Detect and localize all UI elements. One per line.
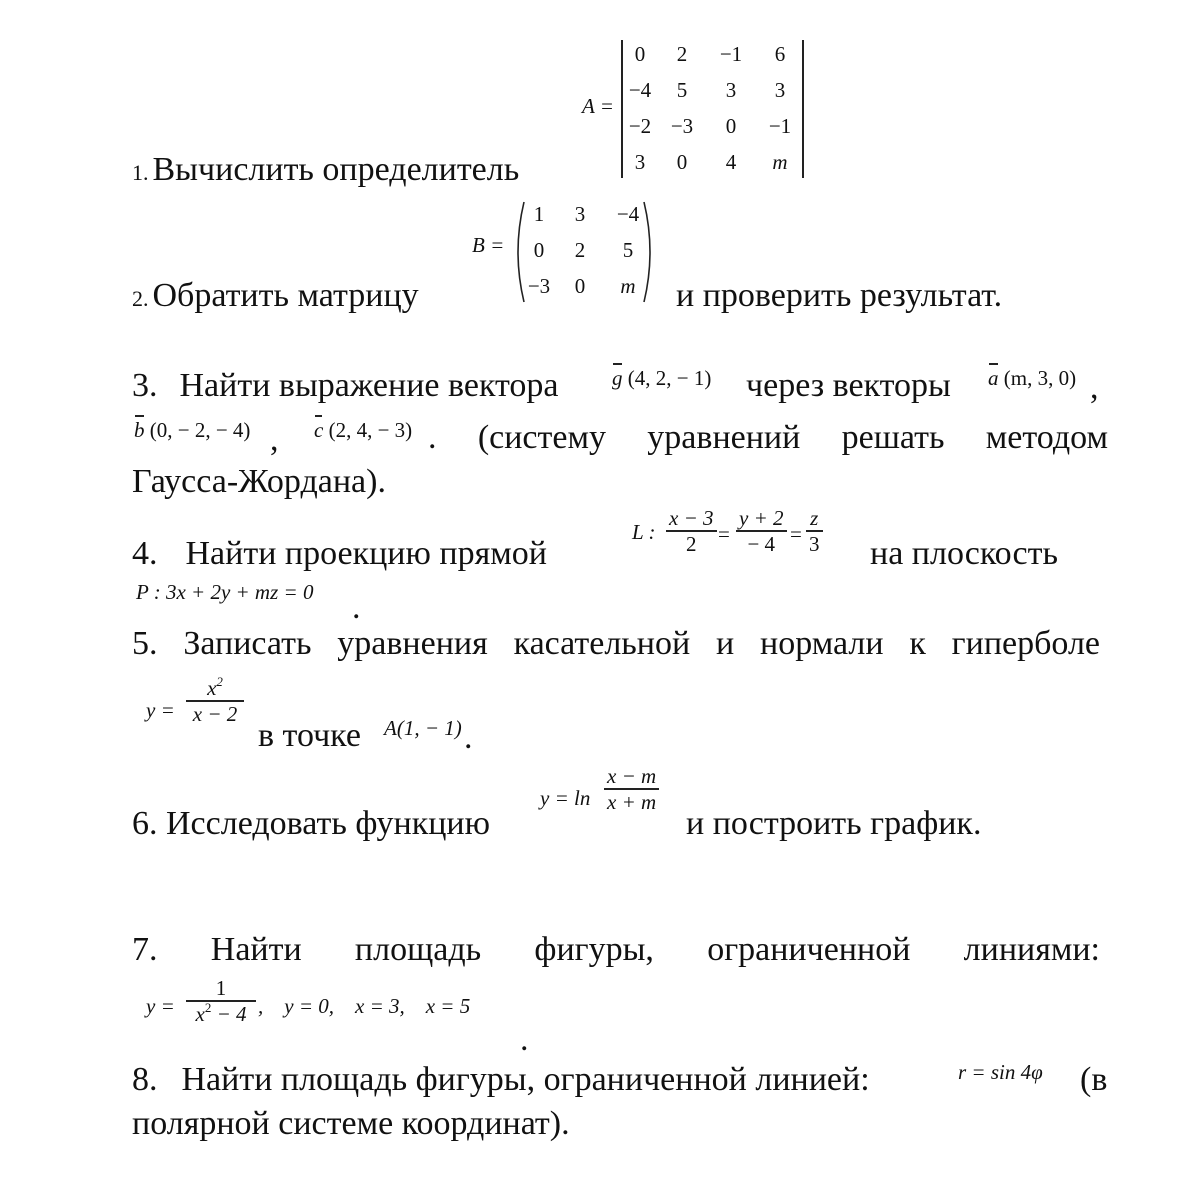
plane-p: P : 3x + 2y + mz = 0 — [136, 580, 314, 604]
matrix-cell: 3 — [725, 78, 737, 102]
function-lhs: y = ln — [540, 786, 591, 810]
area-lhs: y = — [146, 994, 175, 1018]
task-6-tail: и построить график. — [686, 805, 982, 842]
task-4-tail: на плоскость — [870, 535, 1058, 572]
matrix-cell: 5 — [676, 78, 688, 102]
function-fraction: x − m x + m — [604, 764, 659, 814]
task-number: 4. — [132, 535, 158, 572]
task-3 — [132, 366, 559, 406]
task-text: Найти выражение вектора — [179, 367, 559, 404]
task-text: Обратить матрицу — [152, 277, 419, 314]
area-fraction: 1 $x^2 - 4$ — [186, 976, 256, 1026]
matrix-cell: 2 — [676, 42, 688, 66]
vector-a: a (m, 3, 0) — [988, 366, 1077, 390]
task-text: Найти проекцию прямой — [185, 535, 547, 572]
task-8-tail: (в — [1080, 1061, 1108, 1098]
det-left-bar — [621, 40, 623, 178]
matrix-cell: m — [620, 274, 636, 298]
matrix-cell: −2 — [628, 114, 652, 138]
equals: = — [718, 522, 730, 546]
matrix-cell: 0 — [533, 238, 545, 262]
task-8-line2: полярной системе координат). — [132, 1105, 570, 1142]
vector-b: b (0, − 2, − 4) — [134, 418, 251, 442]
equals: = — [790, 522, 802, 546]
task-8 — [132, 1060, 870, 1100]
task-text: Записать уравнения касательной и нормали к гиперболе — [183, 625, 1101, 662]
task-4 — [132, 534, 547, 574]
hyperbola-lhs: y = — [146, 698, 175, 722]
matrix-b-label: B = — [472, 233, 505, 257]
task-number: 1. — [132, 160, 149, 185]
matrix-cell: 3 — [634, 150, 646, 174]
task-2-tail: и проверить результат. — [676, 277, 1003, 314]
matrix-cell: 0 — [634, 42, 646, 66]
det-a-label: A = — [582, 94, 614, 118]
determinant-a — [624, 36, 806, 180]
dot: . — [464, 719, 473, 756]
matrix-cell: 0 — [725, 114, 737, 138]
task-3-mid: через векторы — [746, 367, 951, 404]
matrix-cell: 3 — [574, 202, 586, 226]
vector-g: g (4, 2, − 1) — [612, 366, 712, 390]
comma: , — [270, 421, 279, 458]
task-7 — [132, 930, 1100, 970]
fraction-2: y + 2 − 4 — [736, 506, 787, 556]
fraction-1: x − 3 2 — [666, 506, 717, 556]
matrix-cell: −1 — [719, 42, 743, 66]
point-a: A(1, − 1) — [384, 716, 462, 740]
task-5 — [132, 624, 1100, 664]
task-text: Найти площадь фигуры, ограниченной линиями: — [210, 931, 1101, 968]
task-1 — [132, 150, 519, 190]
task-text: Исследовать функцию — [166, 805, 491, 842]
task-number: 8. — [132, 1061, 158, 1098]
matrix-cell: 4 — [725, 150, 737, 174]
matrix-cell: m — [772, 150, 788, 174]
task-number: 7. — [132, 931, 158, 968]
matrix-cell: 0 — [574, 274, 586, 298]
task-2 — [132, 276, 419, 316]
polar-equation: r = sin 4φ — [958, 1060, 1043, 1084]
task-6 — [132, 804, 490, 844]
task-number: 2. — [132, 286, 149, 311]
task-3-rest: . (систему уравнений решать методом — [428, 419, 1108, 456]
hyperbola-fraction: $x^2$ x − 2 — [186, 676, 244, 726]
task-text: Найти площадь фигуры, ограниченной линией: — [181, 1061, 870, 1098]
matrix-cell: −1 — [768, 114, 792, 138]
matrix-cell: 1 — [533, 202, 545, 226]
matrix-cell: −3 — [670, 114, 694, 138]
matrix-cell: 5 — [622, 238, 634, 262]
matrix-cell: 2 — [574, 238, 586, 262]
dot: . — [520, 1021, 529, 1058]
matrix-cell: 3 — [774, 78, 786, 102]
area-conditions: , y = 0, x = 3, x = 5 — [258, 994, 471, 1018]
matrix-b — [520, 196, 654, 304]
task-text: Вычислить определитель — [152, 151, 520, 188]
task-number: 6. — [132, 805, 158, 842]
matrix-cell: −4 — [628, 78, 652, 102]
matrix-cell: 0 — [676, 150, 688, 174]
vector-c: c (2, 4, − 3) — [314, 418, 413, 442]
dot: . — [352, 589, 361, 626]
task-number: 3. — [132, 367, 158, 404]
matrix-cell: 6 — [774, 42, 786, 66]
line-l-label: L : — [632, 520, 656, 544]
task-5-mid: в точке — [258, 717, 361, 754]
task-number: 5. — [132, 625, 158, 662]
comma: , — [1090, 369, 1099, 406]
matrix-cell: −3 — [527, 274, 551, 298]
task-3-line3: Гаусса-Жордана). — [132, 463, 386, 500]
matrix-cell: −4 — [616, 202, 640, 226]
fraction-3: z 3 — [806, 506, 823, 556]
